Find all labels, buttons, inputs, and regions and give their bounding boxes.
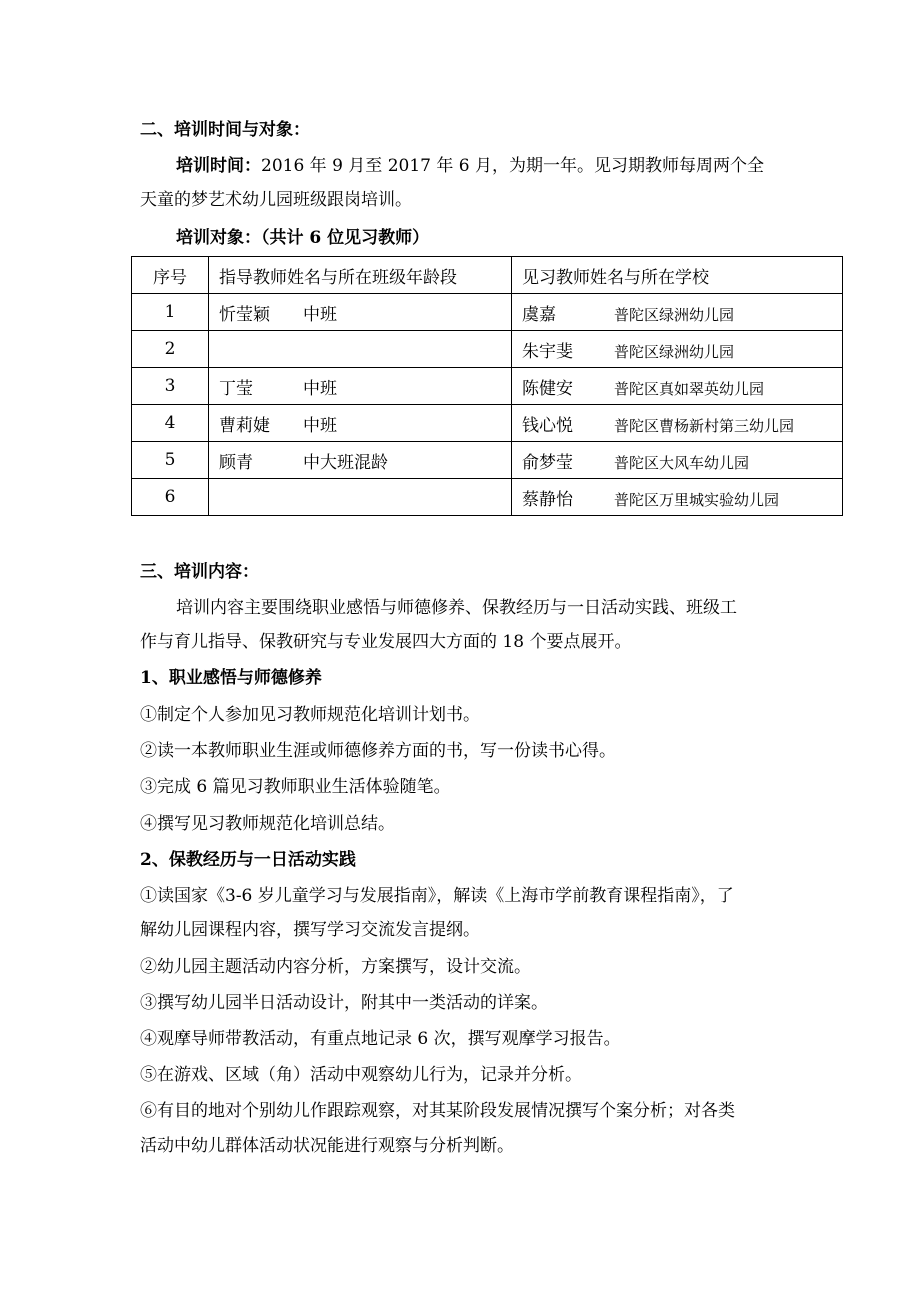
- table-header-row: [132, 257, 843, 294]
- subsection1-item: ④撰写见习教师规范化培训总结。: [140, 814, 395, 834]
- table-row: [132, 331, 843, 368]
- mentor-class: 中大班混龄: [303, 452, 388, 473]
- trainee-cell: [512, 331, 843, 368]
- section3-intro-line1: 培训内容主要围绕职业感悟与师德修养、保教经历与一日活动实践、班级工: [176, 598, 737, 618]
- subsection2-item2: ②幼儿园主题活动内容分析，方案撰写，设计交流。: [140, 957, 531, 977]
- trainee-name: 朱宇斐: [522, 341, 573, 362]
- subsection2-title: 2、保教经历与一日活动实践: [140, 850, 356, 870]
- trainee-school: 普陀区真如翠英幼儿园: [614, 379, 765, 398]
- subsection1-item: ②读一本教师职业生涯或师德修养方面的书，写一份读书心得。: [140, 741, 616, 761]
- table-row: [132, 442, 843, 479]
- subsection2-item5: ⑤在游戏、区域（角）活动中观察幼儿行为，记录并分析。: [140, 1065, 582, 1085]
- training-time-text: 2016 年 9 月至 2017 年 6 月，为期一年。见习期教师每周两个全: [261, 156, 764, 176]
- mentor-name: 丁莹: [219, 378, 253, 399]
- header-trainee: 见习教师姓名与所在学校: [512, 257, 843, 294]
- mentor-cell: [209, 368, 512, 405]
- mentor-cell: [209, 405, 512, 442]
- mentor-class: 中班: [303, 415, 337, 436]
- row-num: 6: [132, 479, 209, 516]
- mentor-class: 中班: [303, 378, 337, 399]
- row-num: 5: [132, 442, 209, 479]
- training-time-label: 培训时间：: [176, 156, 261, 176]
- trainee-cell: [512, 294, 843, 331]
- table-row: [132, 405, 843, 442]
- trainee-cell: [512, 442, 843, 479]
- table-row: [132, 294, 843, 331]
- mentor-name: 忻莹颖: [219, 304, 270, 325]
- subsection2-item3: ③撰写幼儿园半日活动设计，附其中一类活动的详案。: [140, 993, 548, 1013]
- row-num: 2: [132, 331, 209, 368]
- trainee-cell: [512, 479, 843, 516]
- trainee-school: 普陀区万里城实验幼儿园: [614, 490, 780, 509]
- training-time-line1: [176, 154, 826, 178]
- subsection2-item1-line1: ①读国家《3-6 岁儿童学习与发展指南》，解读《上海市学前教育课程指南》，了: [140, 886, 734, 906]
- trainee-school: 普陀区绿洲幼儿园: [614, 305, 735, 324]
- trainee-name: 蔡静怡: [522, 489, 573, 510]
- subsection1-item: ③完成 6 篇见习教师职业生活体验随笔。: [140, 777, 451, 797]
- trainee-name: 俞梦莹: [522, 452, 573, 473]
- row-num: 3: [132, 368, 209, 405]
- mentor-cell: [209, 442, 512, 479]
- subsection2-item1-line2: 解幼儿园课程内容，撰写学习交流发言提纲。: [140, 920, 480, 940]
- trainee-name: 陈健安: [522, 378, 573, 399]
- trainee-school: 普陀区曹杨新村第三幼儿园: [614, 416, 795, 435]
- section3-heading: 三、培训内容：: [140, 562, 259, 582]
- subsection1-item: ①制定个人参加见习教师规范化培训计划书。: [140, 705, 480, 725]
- section2-heading: 二、培训时间与对象：: [140, 120, 310, 140]
- table-row: [132, 368, 843, 405]
- table-row: [132, 479, 843, 516]
- mentor-class: 中班: [303, 304, 337, 325]
- trainee-name: 钱心悦: [522, 415, 573, 436]
- mentor-cell: [209, 331, 512, 368]
- subsection2-item6-line2: 活动中幼儿群体活动状况能进行观察与分析判断。: [140, 1136, 514, 1156]
- mentor-name: 顾青: [219, 452, 253, 473]
- mentor-cell: [209, 294, 512, 331]
- mentor-cell: [209, 479, 512, 516]
- training-time-line2: 天童的梦艺术幼儿园班级跟岗培训。: [140, 190, 412, 210]
- subsection2-item6-line1: ⑥有目的地对个别幼儿作跟踪观察，对其某阶段发展情况撰写个案分析；对各类: [140, 1101, 735, 1121]
- trainee-table: [131, 256, 843, 516]
- trainee-cell: [512, 405, 843, 442]
- subsection2-item4: ④观摩导师带教活动，有重点地记录 6 次，撰写观摩学习报告。: [140, 1029, 621, 1049]
- training-target-label: 培训对象：（共计 6 位见习教师）: [176, 228, 430, 248]
- section3-intro-line2: 作与育儿指导、保教研究与专业发展四大方面的 18 个要点展开。: [140, 632, 632, 652]
- trainee-school: 普陀区绿洲幼儿园: [614, 342, 735, 361]
- trainee-name: 虞嘉: [522, 304, 556, 325]
- header-num: 序号: [132, 257, 209, 294]
- subsection1-title: 1、职业感悟与师德修养: [140, 668, 322, 688]
- header-mentor: 指导教师姓名与所在班级年龄段: [209, 257, 512, 294]
- trainee-school: 普陀区大风车幼儿园: [614, 453, 750, 472]
- trainee-cell: [512, 368, 843, 405]
- row-num: 1: [132, 294, 209, 331]
- mentor-name: 曹莉婕: [219, 415, 270, 436]
- row-num: 4: [132, 405, 209, 442]
